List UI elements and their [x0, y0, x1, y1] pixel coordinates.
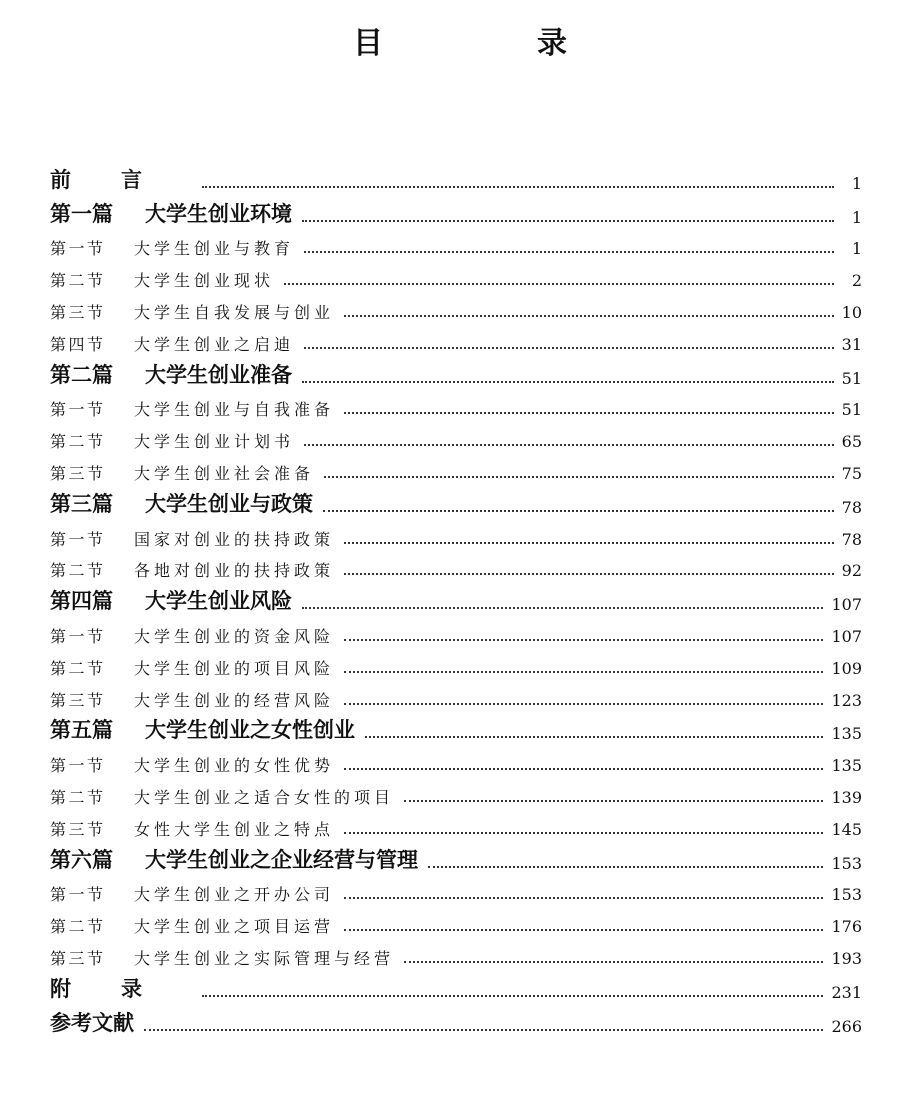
entry-title: 大学生创业的女性优势 — [134, 756, 335, 776]
dot-leader — [202, 186, 834, 188]
dot-leader — [302, 381, 834, 383]
entry-number: 第二篇 — [50, 362, 113, 387]
entry-title: 大学生创业准备 — [145, 362, 292, 387]
dot-leader — [344, 542, 834, 544]
entry-number: 第一节 — [50, 626, 106, 646]
dot-leader — [202, 995, 823, 997]
entry-number: 前言 — [50, 167, 192, 192]
toc-entry-section[interactable] — [50, 744, 862, 776]
page-number: 193 — [831, 948, 862, 968]
page-title: 目 录 — [353, 26, 629, 61]
page-number: 51 — [841, 368, 862, 388]
page-number: 107 — [831, 626, 862, 646]
toc-entry-section[interactable] — [50, 679, 862, 711]
entry-number: 第六篇 — [50, 847, 113, 872]
page-number: 10 — [841, 302, 862, 322]
entry-number: 第三节 — [50, 463, 106, 483]
toc-entry-references[interactable] — [50, 1003, 862, 1037]
dot-leader — [428, 866, 823, 868]
toc-entry-part[interactable] — [50, 484, 862, 518]
table-of-contents — [50, 160, 862, 1037]
entry-title: 各地对创业的扶持政策 — [134, 561, 335, 581]
dot-leader — [344, 573, 834, 575]
entry-title: 大学生创业的资金风险 — [134, 626, 335, 646]
entry-number: 第四篇 — [50, 589, 113, 614]
entry-title: 大学生创业环境 — [145, 201, 292, 226]
dot-leader — [324, 476, 834, 478]
entry-title: 大学生创业之开办公司 — [134, 885, 335, 905]
dot-leader — [284, 283, 834, 285]
entry-number: 第二节 — [50, 787, 106, 807]
page-number: 51 — [841, 400, 862, 420]
entry-title: 大学生创业之项目运营 — [134, 917, 335, 937]
entry-number: 第一节 — [50, 529, 106, 549]
dot-leader — [344, 412, 834, 414]
page-number: 153 — [831, 853, 862, 873]
page-number: 1 — [851, 173, 862, 193]
entry-title: 大学生自我发展与创业 — [134, 302, 335, 322]
dot-leader — [302, 220, 834, 222]
page-number: 135 — [831, 724, 862, 744]
entry-title: 大学生创业现状 — [134, 271, 275, 291]
dot-leader — [344, 897, 823, 899]
page-number: 78 — [841, 497, 862, 517]
dot-leader — [304, 347, 834, 349]
entry-title: 大学生创业之实际管理与经营 — [134, 948, 395, 968]
entry-number: 第二节 — [50, 271, 106, 291]
toc-entry-section[interactable] — [50, 776, 862, 808]
entry-number: 第二节 — [50, 561, 106, 581]
toc-entry-section[interactable] — [50, 937, 862, 969]
entry-title: 大学生创业与政策 — [145, 491, 313, 516]
toc-entry-appendix[interactable] — [50, 969, 862, 1003]
entry-number: 第二节 — [50, 917, 106, 937]
page-number: 153 — [831, 885, 862, 905]
entry-number: 附录 — [50, 976, 192, 1001]
entry-title: 大学生创业之启迪 — [134, 334, 295, 354]
page-number: 231 — [831, 982, 862, 1002]
page-number: 65 — [841, 432, 862, 452]
entry-number: 第五篇 — [50, 718, 113, 743]
entry-title: 女性大学生创业之特点 — [134, 819, 335, 839]
dot-leader — [304, 444, 834, 446]
page-number: 75 — [841, 463, 862, 483]
entry-number: 第一节 — [50, 885, 106, 905]
dot-leader — [302, 607, 823, 609]
dot-leader — [344, 639, 823, 641]
dot-leader — [344, 929, 823, 931]
toc-entry-section[interactable] — [50, 518, 862, 550]
entry-number: 第二节 — [50, 432, 106, 452]
page-number: 1 — [851, 207, 862, 227]
page-number: 78 — [841, 529, 862, 549]
entry-title: 大学生创业之女性创业 — [145, 718, 355, 743]
page-number: 123 — [831, 690, 862, 710]
page-number: 2 — [851, 271, 862, 291]
toc-entry-section[interactable] — [50, 808, 862, 840]
toc-entry-section[interactable] — [50, 323, 862, 355]
dot-leader — [344, 832, 823, 834]
entry-number: 第三篇 — [50, 491, 113, 516]
entry-number: 第一节 — [50, 239, 106, 259]
toc-entry-section[interactable] — [50, 452, 862, 484]
toc-entry-section[interactable] — [50, 615, 862, 647]
page-number: 1 — [851, 239, 862, 259]
dot-leader — [344, 671, 823, 673]
page-number: 139 — [831, 787, 862, 807]
toc-entry-preface[interactable] — [50, 160, 862, 194]
entry-title: 大学生创业社会准备 — [134, 463, 315, 483]
page-number: 135 — [831, 756, 862, 776]
entry-title: 国家对创业的扶持政策 — [134, 529, 335, 549]
dot-leader — [344, 315, 834, 317]
toc-entry-part[interactable] — [50, 840, 862, 874]
page-number: 176 — [831, 917, 862, 937]
entry-number: 第三节 — [50, 302, 106, 322]
entry-title: 大学生创业的经营风险 — [134, 690, 335, 710]
entry-title: 大学生创业与教育 — [134, 239, 295, 259]
dot-leader — [344, 768, 823, 770]
entry-title: 大学生创业之适合女性的项目 — [134, 787, 395, 807]
toc-entry-part[interactable] — [50, 581, 862, 615]
toc-entry-section[interactable] — [50, 647, 862, 679]
entry-number: 第一节 — [50, 400, 106, 420]
entry-number: 第二节 — [50, 658, 106, 678]
page-number: 145 — [831, 819, 862, 839]
entry-number: 参考文献 — [50, 1010, 134, 1035]
toc-entry-section[interactable] — [50, 550, 862, 582]
toc-entry-section[interactable] — [50, 389, 862, 421]
entry-title: 大学生创业之企业经营与管理 — [145, 847, 418, 872]
dot-leader — [344, 703, 823, 705]
page-number: 266 — [831, 1016, 862, 1036]
toc-entry-section[interactable] — [50, 874, 862, 906]
toc-entry-part[interactable] — [50, 711, 862, 745]
toc-entry-section[interactable] — [50, 420, 862, 452]
toc-entry-section[interactable] — [50, 905, 862, 937]
page-number: 31 — [841, 334, 862, 354]
dot-leader — [365, 736, 823, 738]
toc-entry-section[interactable] — [50, 291, 862, 323]
dot-leader — [323, 510, 834, 512]
toc-entry-part[interactable] — [50, 194, 862, 228]
page-number: 109 — [831, 658, 862, 678]
dot-leader — [404, 961, 823, 963]
toc-entry-section[interactable] — [50, 259, 862, 291]
entry-number: 第四节 — [50, 334, 106, 354]
page-number: 107 — [831, 595, 862, 615]
entry-number: 第一篇 — [50, 201, 113, 226]
entry-title: 大学生创业与自我准备 — [134, 400, 335, 420]
entry-number: 第三节 — [50, 690, 106, 710]
entry-number: 第一节 — [50, 756, 106, 776]
dot-leader — [144, 1029, 823, 1031]
entry-number: 第三节 — [50, 948, 106, 968]
entry-number: 第三节 — [50, 819, 106, 839]
dot-leader — [304, 251, 834, 253]
entry-title: 大学生创业计划书 — [134, 432, 295, 452]
entry-title: 大学生创业风险 — [145, 589, 292, 614]
entry-title: 大学生创业的项目风险 — [134, 658, 335, 678]
toc-entry-part[interactable] — [50, 355, 862, 389]
toc-entry-section[interactable] — [50, 228, 862, 260]
page-number: 92 — [841, 561, 862, 581]
dot-leader — [404, 800, 823, 802]
